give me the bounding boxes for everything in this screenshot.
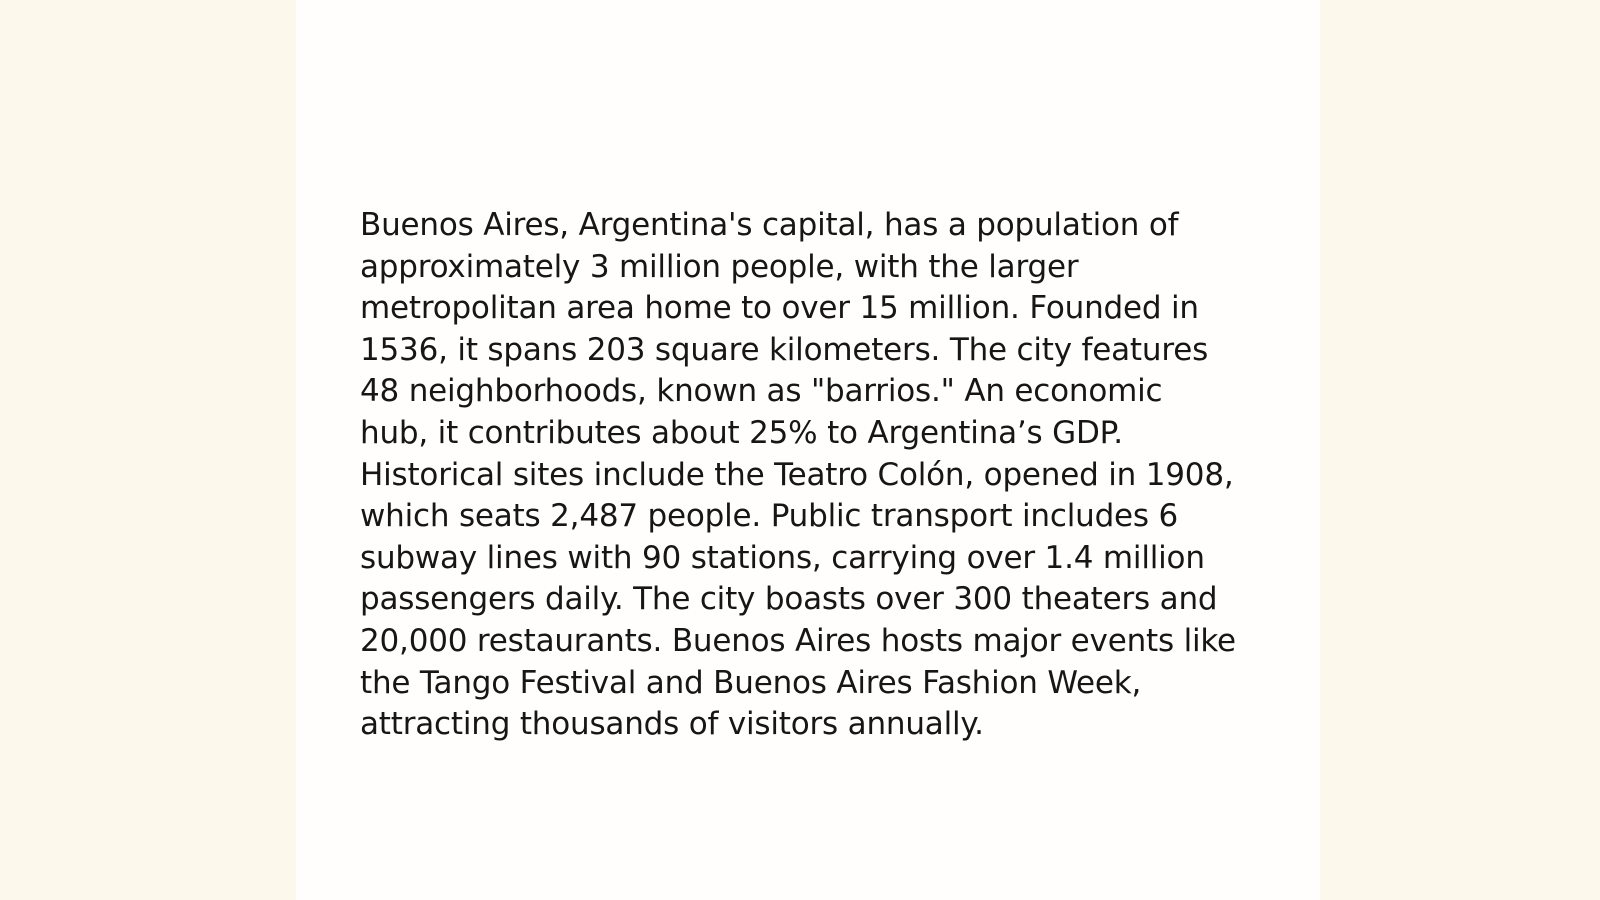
document-page [296,0,1320,900]
body-paragraph: Buenos Aires, Argentina's capital, has a population of approximately 3 million people, with the larger metropolitan area home to over 15 million. Founded in 1536, it spans 203 square kilometers. The city features 48 neighborhoods, known as "barrios." An economic hub, it contributes about 25% to Argentina’s GDP. Historical sites include the Teatro Colón, opened in 1908, which seats 2,487 people. Public transport includes 6 subway lines with 90 stations, carrying over 1.4 million passengers daily. The city boasts over 300 theaters and 20,000 restaurants. Buenos Aires hosts major events like the Tango Festival and Buenos Aires Fashion Week, attracting thousands of visitors annually. [360,207,1236,743]
